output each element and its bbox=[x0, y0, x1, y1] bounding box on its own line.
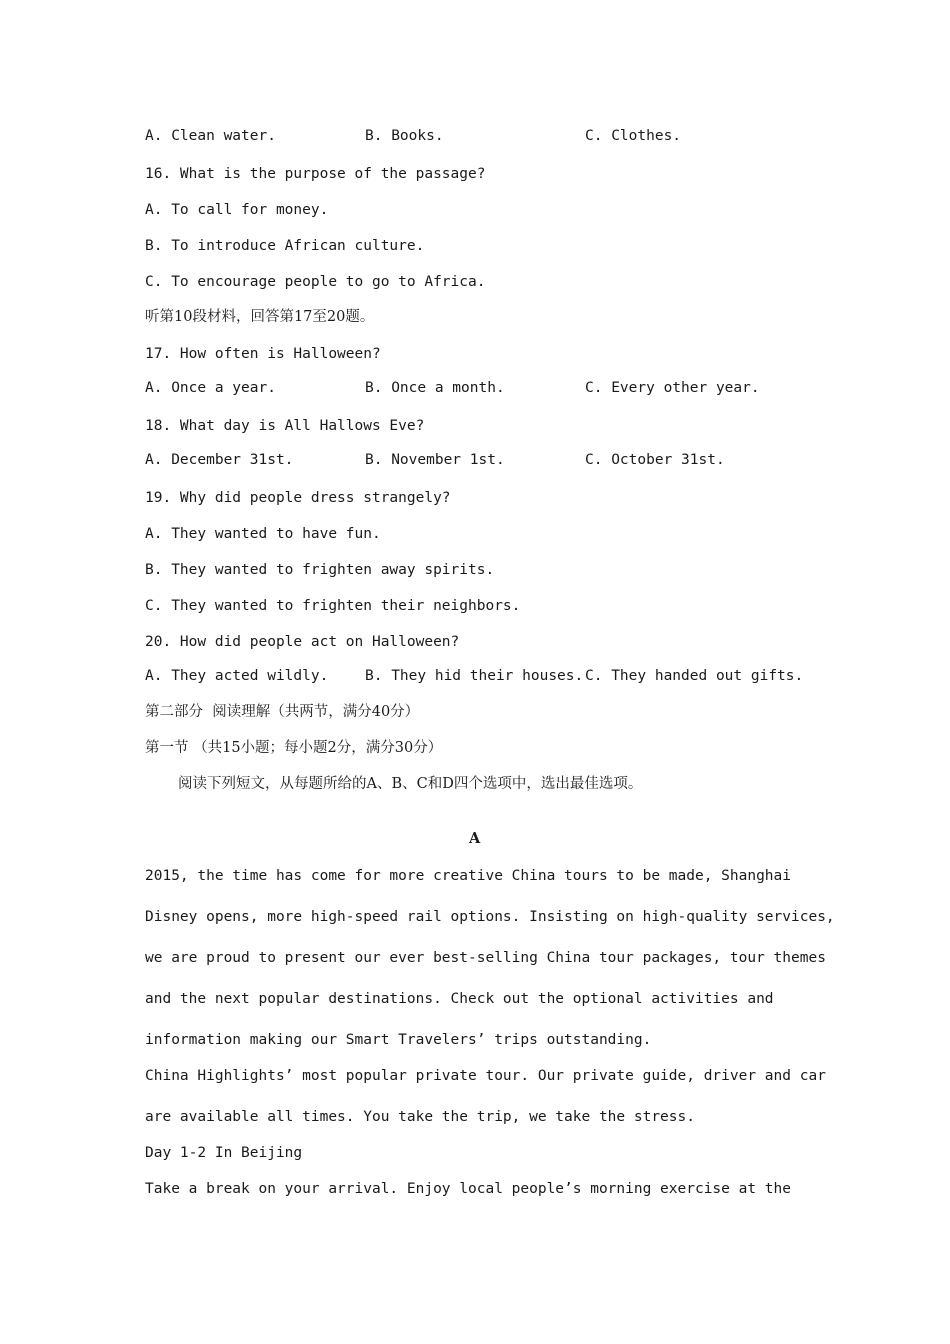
q19-option-a: A. They wanted to have fun. bbox=[145, 526, 381, 542]
passage-line: China Highlights’ most popular private tour. Our private guide, driver and car bbox=[145, 1068, 826, 1084]
q17-option-a: A. Once a year. bbox=[145, 380, 276, 396]
q20-question: 20. How did people act on Halloween? bbox=[145, 634, 460, 650]
q15-option-b: B. Books. bbox=[365, 128, 444, 144]
q17-option-b: B. Once a month. bbox=[365, 380, 505, 396]
q16-option-b: B. To introduce African culture. bbox=[145, 238, 425, 254]
q16-option-c: C. To encourage people to go to Africa. bbox=[145, 274, 486, 290]
passage-letter: A bbox=[469, 830, 481, 847]
passage-line: we are proud to present our ever best-selling China tour packages, tour themes bbox=[145, 950, 826, 966]
passage-line: Take a break on your arrival. Enjoy local people’s morning exercise at the bbox=[145, 1181, 792, 1197]
q18-option-a: A. December 31st. bbox=[145, 452, 294, 468]
passage-line: 2015, the time has come for more creative China tours to be made, Shanghai bbox=[145, 868, 792, 884]
section1-heading: 第一节 （共15小题；每小题2分，满分30分） bbox=[145, 740, 443, 756]
q18-option-c: C. October 31st. bbox=[585, 452, 725, 468]
q16-option-a: A. To call for money. bbox=[145, 202, 329, 218]
q20-option-c: C. They handed out gifts. bbox=[585, 668, 804, 684]
reading-instruction: 阅读下列短文，从每题所给的A、B、C和D四个选项中，选出最佳选项。 bbox=[178, 776, 643, 792]
q15-option-c: C. Clothes. bbox=[585, 128, 682, 144]
listening-instruction-10: 听第10段材料，回答第17至20题。 bbox=[145, 309, 375, 325]
q17-option-c: C. Every other year. bbox=[585, 380, 760, 396]
q18-question: 18. What day is All Hallows Eve? bbox=[145, 418, 425, 434]
q20-option-b: B. They hid their houses. bbox=[365, 668, 584, 684]
q20-option-a: A. They acted wildly. bbox=[145, 668, 329, 684]
passage-line: are available all times. You take the trip, we take the stress. bbox=[145, 1109, 695, 1125]
q19-question: 19. Why did people dress strangely? bbox=[145, 490, 451, 506]
q16-question: 16. What is the purpose of the passage? bbox=[145, 166, 486, 182]
q19-option-c: C. They wanted to frighten their neighbors. bbox=[145, 598, 521, 614]
q18-option-b: B. November 1st. bbox=[365, 452, 505, 468]
q17-question: 17. How often is Halloween? bbox=[145, 346, 381, 362]
passage-line: and the next popular destinations. Check out the optional activities and bbox=[145, 991, 774, 1007]
passage-line: Disney opens, more high-speed rail options. Insisting on high-quality services, bbox=[145, 909, 835, 925]
part2-heading: 第二部分 阅读理解（共两节，满分40分） bbox=[145, 704, 420, 720]
q15-option-a: A. Clean water. bbox=[145, 128, 276, 144]
q19-option-b: B. They wanted to frighten away spirits. bbox=[145, 562, 495, 578]
day-heading: Day 1-2 In Beijing bbox=[145, 1145, 303, 1161]
passage-line: information making our Smart Travelers’ trips outstanding. bbox=[145, 1032, 652, 1048]
